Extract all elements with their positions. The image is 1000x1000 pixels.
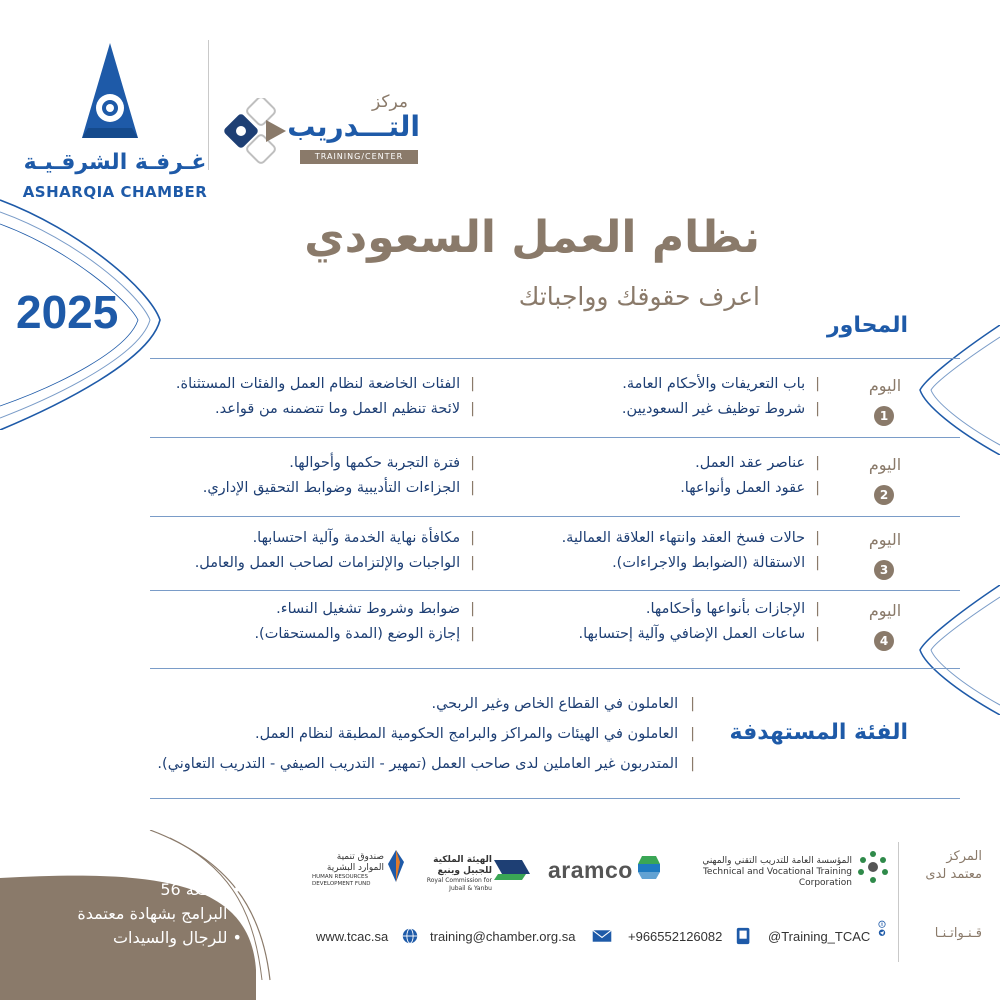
tvtc-partner xyxy=(682,856,852,889)
audience-item: | المتدربون غير العاملين لدى صاحب العمل (تمهير - التدريب الصيفي - التدريب التعاوني). xyxy=(150,750,695,780)
day-number-badge: 4 xyxy=(874,631,894,651)
day-topics-right xyxy=(490,451,820,501)
topic-item: | الواجبات والإلتزامات لصاحب العمل والعامل. xyxy=(130,551,475,576)
year-label: 2025 xyxy=(16,286,119,338)
rc-name-arabic: الهيئة الملكية للجبيل وينبع xyxy=(433,855,492,876)
aramco-logo-text: aramco xyxy=(548,857,633,883)
topic-item: | الجزاءات التأديبية وضوابط التحقيق الإداري. xyxy=(130,476,475,501)
topic-item: | الفئات الخاضعة لنظام العمل والفئات المستثناة. xyxy=(130,372,475,397)
day-number-badge: 3 xyxy=(874,560,894,580)
day-row-2 xyxy=(150,451,910,527)
hrdf-logo-icon xyxy=(384,848,406,884)
page-subtitle: اعرف حقوقك وواجباتك xyxy=(518,282,760,311)
day-topics-left xyxy=(130,372,475,422)
program-badge xyxy=(18,878,242,950)
footer-divider xyxy=(898,842,899,962)
badge-item: • البرامج بشهادة معتمدة xyxy=(18,902,242,926)
audience-heading: الفئة المستهدفة xyxy=(729,720,908,745)
chamber-name-english: ASHARQIA CHAMBER xyxy=(22,183,208,201)
audience-item: | العاملون في القطاع الخاص وغير الربحي. xyxy=(150,690,695,720)
tvtc-name-english: Technical and Vocational Training Corporation xyxy=(702,867,852,888)
hrdf-partner xyxy=(312,852,384,888)
separator-line xyxy=(150,358,960,359)
day-number-badge: 1 xyxy=(874,406,894,426)
topic-item: | ضوابط وشروط تشغيل النساء. xyxy=(130,597,475,622)
day-topics-left xyxy=(130,526,475,576)
topic-item: | إجازة الوضع (المدة والمستحقات). xyxy=(130,622,475,647)
hrdf-name-english: HUMAN RESOURCES DEVELOPMENT FUND xyxy=(312,874,371,887)
badge-item: • للرجال والسيدات xyxy=(18,926,242,950)
chamber-sail-icon xyxy=(20,38,210,148)
twitter-handle[interactable]: @Training_TCAC xyxy=(768,929,871,944)
email-address[interactable]: training@chamber.org.sa xyxy=(430,929,576,944)
day-row-4 xyxy=(150,597,910,673)
royal-commission-logo-icon xyxy=(492,852,532,882)
day-row-1 xyxy=(150,372,910,448)
phone-number[interactable]: +966552126082 xyxy=(628,929,723,944)
day-topics-right xyxy=(490,372,820,422)
accredited-by-label: المركز معتمد لدى xyxy=(925,849,982,882)
royal-commission-partner xyxy=(412,855,492,893)
hrdf-name-arabic: صندوق تنمية الموارد البشرية xyxy=(326,852,384,873)
separator-line xyxy=(150,798,960,799)
training-center-label-english: TRAINING/CENTER xyxy=(300,150,418,164)
audience-item: | العاملون في الهيئات والمراكز والبرامج الحكومية المطبقة لنظام العمل. xyxy=(150,720,695,750)
social-icons xyxy=(872,920,892,938)
rc-name-english: Royal Commission for Jubail & Yanbu xyxy=(426,877,492,892)
tvtc-name-arabic: المؤسسة العامة للتدريب التقني والمهني xyxy=(702,856,852,866)
training-center-label-small: مركز xyxy=(372,92,408,112)
email-icon xyxy=(592,927,612,945)
day-row-3 xyxy=(150,526,910,602)
header-divider xyxy=(208,40,209,170)
topic-item: | شروط توظيف غير السعوديين. xyxy=(490,397,820,422)
day-topics-right xyxy=(490,597,820,647)
globe-icon xyxy=(400,927,420,945)
decorative-swoosh-right-bottom xyxy=(915,585,1000,715)
topic-item: | الاستقالة (الضوابط والاجراءات). xyxy=(490,551,820,576)
topic-item: | الإجازات بأنواعها وأحكامها. xyxy=(490,597,820,622)
svg-text:X: X xyxy=(880,921,884,927)
chamber-name-arabic: غـرفـة الشرقـيـة xyxy=(23,150,207,175)
topic-item: | عقود العمل وأنواعها. xyxy=(490,476,820,501)
channels-label: قـنـواتـنـا xyxy=(934,926,982,941)
audience-list xyxy=(150,690,695,780)
day-topics-left xyxy=(130,451,475,501)
axes-heading: المحاور xyxy=(826,313,908,338)
day-topics-left xyxy=(130,597,475,647)
day-number-badge: 2 xyxy=(874,485,894,505)
tvtc-logo-icon xyxy=(856,848,890,888)
asharqia-chamber-logo xyxy=(20,38,210,201)
page-title: نظام العمل السعودي xyxy=(304,212,760,263)
day-label: اليوم xyxy=(868,601,902,620)
phone-icon xyxy=(734,927,754,945)
topic-item: | حالات فسخ العقد وانتهاء العلاقة العمالية. xyxy=(490,526,820,551)
training-center-label-big: التـــدريب xyxy=(287,110,420,143)
aramco-star-icon xyxy=(634,852,664,882)
topic-item: | ساعات العمل الإضافي وآلية إحتسابها. xyxy=(490,622,820,647)
day-label: اليوم xyxy=(868,455,902,474)
topic-item: | لائحة تنظيم العمل وما تتضمنه من قواعد. xyxy=(130,397,475,422)
badge-item: • الدفعة 56 xyxy=(18,878,242,902)
decorative-swoosh-right-top xyxy=(915,325,1000,455)
day-label: اليوم xyxy=(868,376,902,395)
topic-item: | مكافأة نهاية الخدمة وآلية احتسابها. xyxy=(130,526,475,551)
topic-item: | عناصر عقد العمل. xyxy=(490,451,820,476)
day-topics-right xyxy=(490,526,820,576)
topic-item: | باب التعريفات والأحكام العامة. xyxy=(490,372,820,397)
day-label: اليوم xyxy=(868,530,902,549)
topic-item: | فترة التجربة حكمها وأحوالها. xyxy=(130,451,475,476)
website-link[interactable]: www.tcac.sa xyxy=(316,929,389,944)
